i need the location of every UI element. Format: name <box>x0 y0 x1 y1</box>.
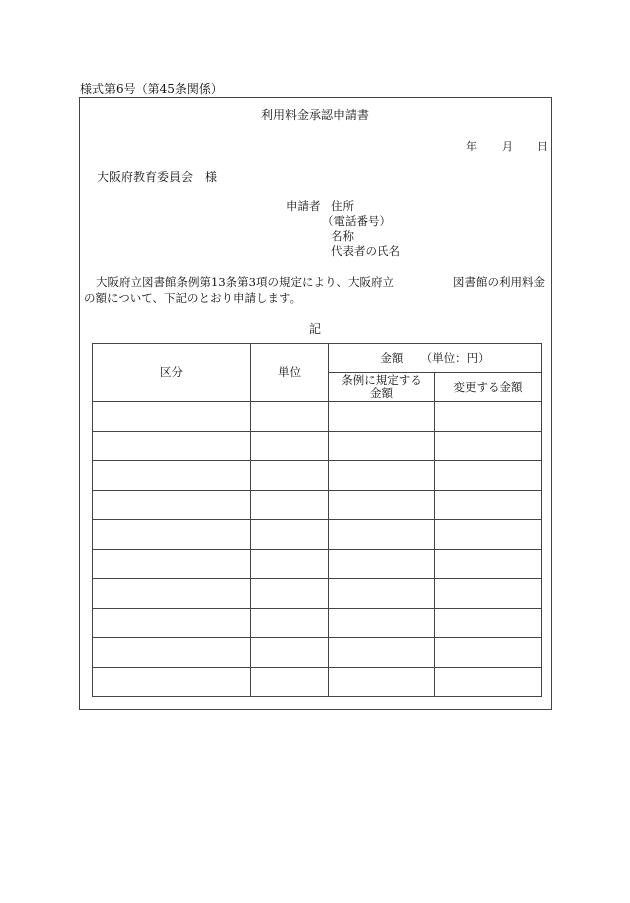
body-text-line2: の額について、下記のとおり申請します。 <box>84 291 302 305</box>
applicant-label: 申請者 <box>286 199 321 213</box>
changed-amount-cell[interactable] <box>435 431 542 461</box>
category-cell[interactable] <box>93 667 251 697</box>
header-unit: 単位 <box>251 344 329 402</box>
table-row <box>93 402 542 432</box>
header-amount: 金額 （単位：円） <box>329 344 542 373</box>
category-cell[interactable] <box>93 402 251 432</box>
unit-cell[interactable] <box>251 579 329 609</box>
header-category: 区分 <box>93 344 251 402</box>
fee-table-body <box>93 402 542 697</box>
table-row <box>93 490 542 520</box>
ordinance-amount-cell[interactable] <box>329 608 435 638</box>
unit-cell[interactable] <box>251 638 329 668</box>
ordinance-amount-cell[interactable] <box>329 667 435 697</box>
changed-amount-cell[interactable] <box>435 638 542 668</box>
changed-amount-cell[interactable] <box>435 579 542 609</box>
changed-amount-cell[interactable] <box>435 402 542 432</box>
body-text-line1-part2: 図書館の利用料金 <box>453 275 545 289</box>
addressee: 大阪府教育委員会 様 <box>97 170 218 184</box>
changed-amount-cell[interactable] <box>435 549 542 579</box>
ordinance-amount-cell[interactable] <box>329 579 435 609</box>
category-cell[interactable] <box>93 431 251 461</box>
changed-amount-cell[interactable] <box>435 461 542 491</box>
table-row <box>93 431 542 461</box>
category-cell[interactable] <box>93 549 251 579</box>
unit-cell[interactable] <box>251 402 329 432</box>
ordinance-amount-cell[interactable] <box>329 638 435 668</box>
date-year-label: 年 <box>466 140 477 153</box>
form-number: 様式第6号（第45条関係） <box>80 82 223 96</box>
unit-cell[interactable] <box>251 520 329 550</box>
unit-cell[interactable] <box>251 549 329 579</box>
ki-heading: 記 <box>308 322 321 336</box>
category-cell[interactable] <box>93 608 251 638</box>
table-row <box>93 549 542 579</box>
category-cell[interactable] <box>93 461 251 491</box>
unit-cell[interactable] <box>251 490 329 520</box>
changed-amount-cell[interactable] <box>435 490 542 520</box>
applicant-address-label: 住所 <box>331 199 354 213</box>
changed-amount-cell[interactable] <box>435 520 542 550</box>
changed-amount-cell[interactable] <box>435 608 542 638</box>
table-row <box>93 461 542 491</box>
applicant-name-label: 名称 <box>331 229 354 243</box>
table-row <box>93 520 542 550</box>
changed-amount-cell[interactable] <box>435 667 542 697</box>
header-changed-amount: 変更する金額 <box>435 373 542 402</box>
category-cell[interactable] <box>93 579 251 609</box>
header-ordinance-amount-line1: 条例に規定する <box>341 373 422 387</box>
ordinance-amount-cell[interactable] <box>329 490 435 520</box>
ordinance-amount-cell[interactable] <box>329 402 435 432</box>
fee-table <box>92 343 542 697</box>
table-row <box>93 638 542 668</box>
ordinance-amount-cell[interactable] <box>329 461 435 491</box>
ordinance-amount-cell[interactable] <box>329 520 435 550</box>
unit-cell[interactable] <box>251 667 329 697</box>
date-month-label: 月 <box>502 140 513 153</box>
header-ordinance-amount <box>329 373 435 402</box>
document-title: 利用料金承認申請書 <box>260 108 369 122</box>
ordinance-amount-cell[interactable] <box>329 431 435 461</box>
date-day-label: 日 <box>537 140 548 153</box>
ordinance-amount-cell[interactable] <box>329 549 435 579</box>
unit-cell[interactable] <box>251 608 329 638</box>
body-text-line1-part1: 大阪府立図書館条例第13条第3項の規定により、大阪府立 <box>96 275 394 289</box>
category-cell[interactable] <box>93 638 251 668</box>
table-row <box>93 667 542 697</box>
category-cell[interactable] <box>93 520 251 550</box>
applicant-phone-label: （電話番号） <box>322 214 391 228</box>
category-cell[interactable] <box>93 490 251 520</box>
unit-cell[interactable] <box>251 431 329 461</box>
unit-cell[interactable] <box>251 461 329 491</box>
table-row <box>93 608 542 638</box>
table-row <box>93 579 542 609</box>
applicant-representative-label: 代表者の氏名 <box>331 244 400 258</box>
header-ordinance-amount-line2: 金額 <box>370 386 393 400</box>
